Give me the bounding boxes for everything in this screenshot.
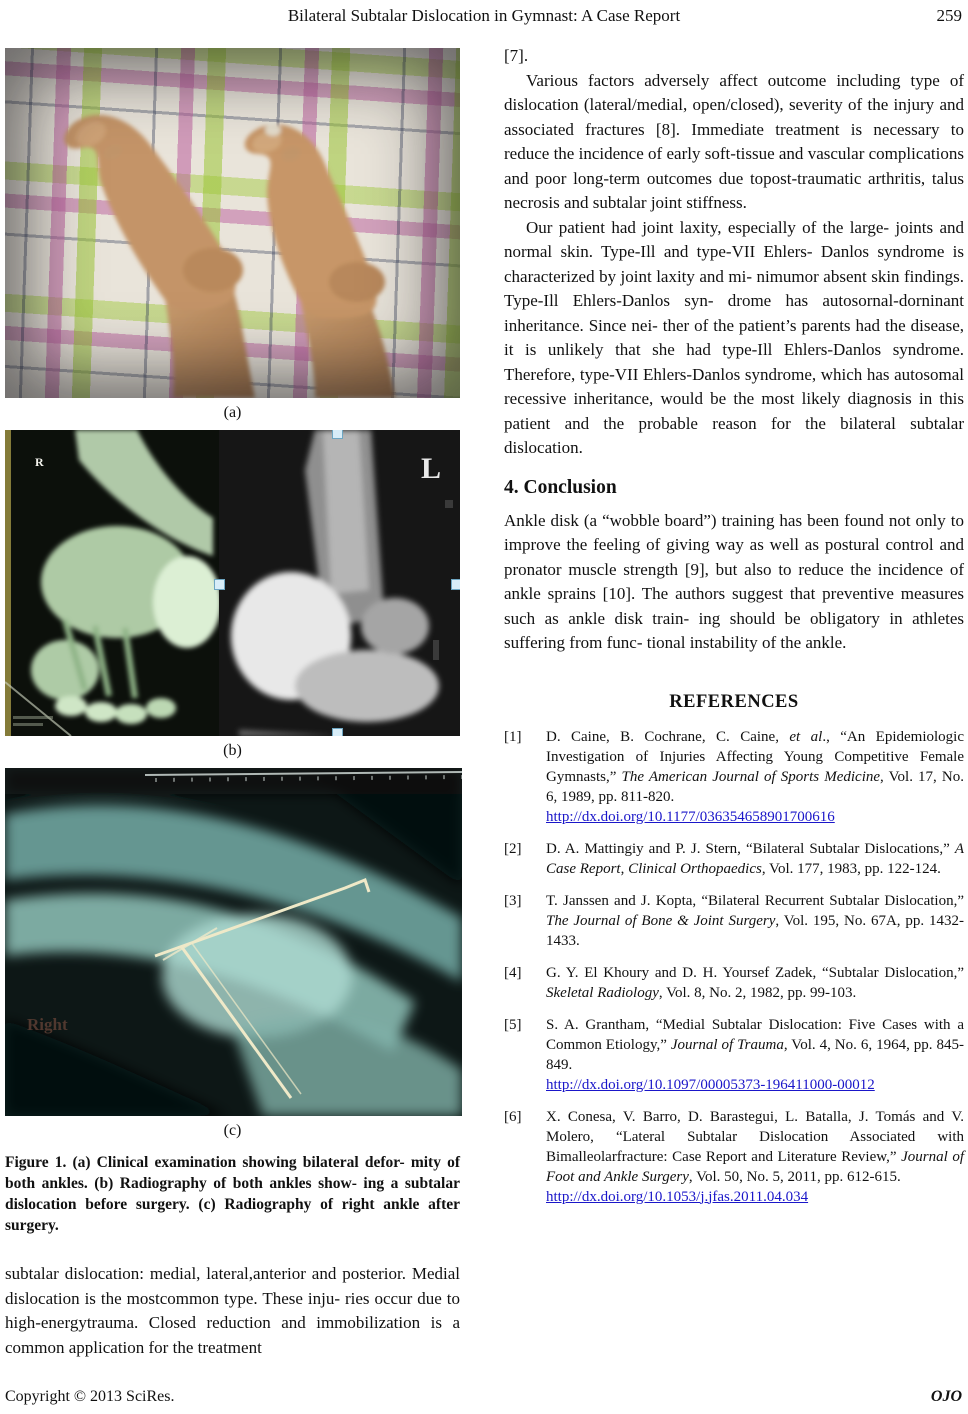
figure-1c-xray (5, 768, 462, 1116)
doi-link[interactable]: http://dx.doi.org/10.1053/j.jfas.2011.04.034 (546, 1188, 809, 1205)
selection-handle-left[interactable] (214, 579, 225, 590)
reference-item (504, 727, 964, 827)
green-xray-illustration (5, 430, 219, 736)
doi-link[interactable]: http://dx.doi.org/10.1177/036354658901700616 (546, 808, 835, 825)
xray-marker-right: Right (27, 1015, 68, 1034)
copyright-notice: Copyright © 2013 SciRes. (5, 1388, 175, 1405)
selection-handle-top[interactable] (332, 430, 343, 439)
teal-xray-illustration (5, 768, 462, 1116)
journal-abbreviation: OJO (930, 1388, 962, 1405)
figure-1b-xray (5, 430, 460, 736)
reference-number: [6] (504, 1108, 522, 1125)
references-heading: REFERENCES (669, 691, 799, 712)
reference-text: D. A. Mattingiy and P. J. Stern, “Bilateral Subtalar Dislocations,” A Case Report, Clinical Orthopaedics, Vol. 177, 1983, pp. 122-124. (546, 840, 964, 877)
doi-link[interactable]: http://dx.doi.org/10.1097/00005373-196411000-00012 (546, 1076, 875, 1093)
reference-item (504, 1107, 964, 1207)
reference-number: [2] (504, 840, 522, 857)
conclusion-paragraph: Ankle disk (a “wobble board”) training has been found not only to improve the feeling of giving way as well as postural control and pronator muscle strength [9], but also to reduce the incidence of ankle sprains [10]. The authors suggest that preventive measures such as ankle disk train- ing should be obligatory in athletes suffering from func- tional instability of the ankle. (504, 510, 964, 652)
gray-xray-illustration (219, 430, 460, 736)
reference-text: S. A. Grantham, “Medial Subtalar Dislocation: Five Cases with a Common Etiology,” Journal of Trauma, Vol. 4, No. 6, 1964, pp. 845-849. http://dx.doi.org/10.1097/00005373-196411000-00012 (546, 1016, 964, 1093)
running-title: Bilateral Subtalar Dislocation in Gymnast: A Case Report (287, 6, 681, 25)
selection-handle-bottom[interactable] (332, 728, 343, 736)
right-column (504, 44, 964, 1219)
figure-1b-label: (b) (223, 742, 242, 759)
reference-text: T. Janssen and J. Kopta, “Bilateral Recurrent Subtalar Dislocation,” The Journal of Bone & Joint Surgery, Vol. 195, No. 67A, pp. 1432-1433. (546, 892, 964, 949)
reference-number: [4] (504, 964, 522, 981)
xray-marker-r: R (35, 455, 44, 469)
reference-text: X. Conesa, V. Barro, D. Barastegui, L. Batalla, J. Tomás and V. Molero, “Lateral Subtalar Dislocation Associated with Bimalleolarfracture: Case Report and Literature Review,” Journal of Foot and Ankle Surgery, Vol. 50, No. 5, 2011, pp. 612-615. http://dx.doi.org/10.1053/j.jfas.2011.04.034 (546, 1108, 964, 1205)
figure-1c-label: (c) (223, 1122, 242, 1139)
body-paragraph-2: Our patient had joint laxity, especially of the large- joints and normal skin. Type-Ill and type-VII Ehlers- Danlos syndrome is characterized by joint laxity and mi- nimumor absent skin findings. Type-Ill Ehlers-Danlos syn- drome has autosornal-dorninant inheritance. Since nei- ther of the patient’s parents had the disease, it is unlikely that she had type-Ill Ehlers-Danlos syndrome. Therefore, type-VII Ehlers-Danlos syndrome, which has autosomal recessive inheritance, would be the most likely diagnosis in this patient and the probable reason for the bilateral subtalar dislocation. (504, 217, 964, 457)
reference-item (504, 963, 964, 1003)
reference-item (504, 839, 964, 879)
selection-handle-right[interactable] (451, 579, 460, 590)
page-number: 259 (936, 6, 962, 25)
reference-number: [1] (504, 728, 522, 745)
figure-1a-label: (a) (223, 404, 242, 421)
xray-marker-l: L (421, 452, 442, 485)
figure-caption: Figure 1. (a) Clinical examination showing bilateral defor- mity of both ankles. (b) Radiography of both ankles show- ing a subtalar dislocation before surgery. (c) Radiography of right ankle after surgery. (5, 1154, 460, 1234)
reference-text: G. Y. El Khoury and D. H. Yoursef Zadek, “Subtalar Dislocation,” Skeletal Radiology, Vol. 8, No. 2, 1982, pp. 99-103. (546, 964, 964, 1001)
body-paragraph-left: subtalar dislocation: medial, lateral,anterior and posterior. Medial dislocation is the mostcommon type. These inju- ries occur due to high-energytrauma. Closed reduction and immobilization is a common application for the treatment (5, 1264, 460, 1357)
reference-item (504, 891, 964, 951)
conclusion-heading: 4. Conclusion (504, 476, 617, 498)
body-paragraph-1: Various factors adversely affect outcome including type of dislocation (lateral/medial, open/closed), severity of the injury and associated fractures [8]. Immediate treatment is necessary to reduce the incidence of early soft-tissue and vascular complications and poor long-term outcomes due topost-traumatic arthritis, talus necrosis and subtalar joint stiffness. (504, 70, 964, 212)
reference-number: [3] (504, 892, 522, 909)
reference-text: D. Caine, B. Cochrane, C. Caine, et al., “An Epidemiologic Investigation of Injuries Affecting Young Competitive Female Gymnasts,” The American Journal of Sports Medicine, Vol. 17, No. 6, 1989, pp. 811-820. http://dx.doi.org/10.1177/036354658901700616 (546, 728, 964, 825)
xray-left-panel (5, 430, 219, 736)
figure-1a-clinical-photo (5, 48, 460, 398)
citation-marker: [7]. (504, 46, 529, 65)
reference-number: [5] (504, 1016, 522, 1033)
references-list (504, 727, 964, 1207)
reference-item (504, 1015, 964, 1095)
xray-right-panel (219, 430, 460, 736)
left-column (5, 48, 460, 1360)
photo-vignette (5, 48, 460, 398)
